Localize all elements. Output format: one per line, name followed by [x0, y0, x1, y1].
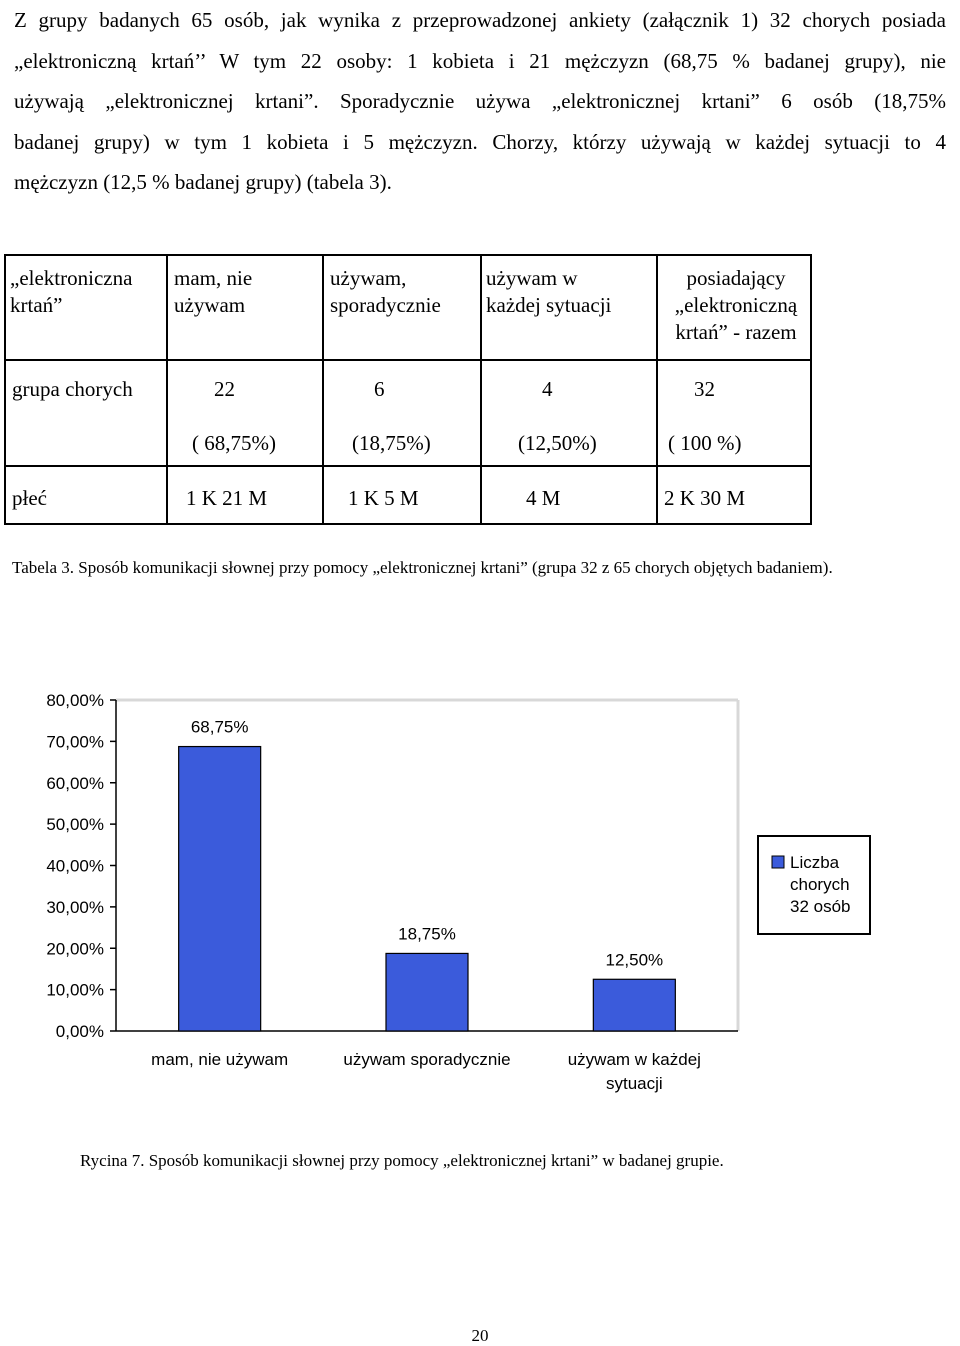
table-header-row — [5, 255, 811, 360]
intro-paragraph — [14, 0, 946, 203]
table-cell: 32 ( 100 %) — [657, 360, 811, 466]
y-tick-label: 50,00% — [46, 815, 104, 835]
x-category-label: sytuacji — [605, 1074, 663, 1093]
row-label: grupa chorych — [5, 360, 167, 466]
table-header-cell: mam, nie używam — [167, 255, 323, 360]
y-tick-label: 30,00% — [46, 897, 104, 917]
row-label: płeć — [5, 466, 167, 524]
legend-label: Liczba — [790, 853, 840, 872]
table-row-group — [5, 360, 811, 466]
table-cell: 22 ( 68,75%) — [167, 360, 323, 466]
results-table — [4, 254, 812, 525]
figure-caption: Rycina 7. Sposób komunikacji słownej przy pomocy „elektronicznej krtani” w badanej grupie. — [80, 1151, 724, 1170]
bar-value-label: 68,75% — [190, 717, 249, 737]
legend-label: chorych — [790, 875, 850, 894]
x-category-label: używam w każdej — [567, 1050, 701, 1069]
y-tick-label: 70,00% — [46, 732, 104, 752]
legend-label: 32 osób — [790, 897, 851, 916]
table-caption: Tabela 3. Sposób komunikacji słownej przy pomocy „elektronicznej krtani” (grupa 32 z 65 chorych objętych badaniem). — [12, 558, 833, 577]
paragraph-line: badanej grupy) w tym 1 kobieta i 5 mężczyzn. Chorzy, którzy używają w każdej sytuacji to 4 — [14, 129, 946, 154]
table-cell: 1 K 5 M — [323, 466, 481, 524]
y-tick-label: 0,00% — [55, 1022, 104, 1041]
bar-value-label: 18,75% — [398, 924, 456, 944]
bar — [179, 747, 261, 1031]
y-tick-label: 20,00% — [46, 939, 104, 959]
paragraph-line: „elektroniczną krtań’’ W tym 22 osoby: 1 kobieta i 21 mężczyzn (68,75 % badanej grupy), nie — [14, 48, 946, 73]
y-tick-label: 10,00% — [46, 980, 104, 1000]
y-tick-label: 80,00% — [46, 691, 104, 710]
table-cell: 4 M — [481, 466, 657, 524]
paragraph-line: używają „elektronicznej krtani”. Sporadycznie używa „elektronicznej krtani” 6 osób (18,75% — [14, 89, 946, 113]
legend-swatch — [772, 856, 784, 868]
table-row-sex — [5, 466, 811, 524]
paragraph-line: mężczyzn (12,5 % badanej grupy) (tabela 3). — [14, 170, 392, 194]
bar — [593, 979, 675, 1031]
bar-value-label: 12,50% — [605, 950, 664, 970]
page-number: 20 — [471, 1326, 489, 1345]
y-tick-label: 40,00% — [46, 856, 104, 876]
y-tick-label: 60,00% — [46, 773, 104, 793]
table-header-cell: „elektroniczna krtań” — [5, 255, 167, 360]
x-category-label: używam sporadycznie — [343, 1050, 511, 1069]
paragraph-line: Z grupy badanych 65 osób, jak wynika z przeprowadzonej ankiety (załącznik 1) 32 chorych posiada — [14, 8, 946, 32]
table-cell: 4 (12,50%) — [481, 360, 657, 466]
table-header-cell: posiadający „elektroniczną krtań” - razem — [657, 255, 811, 360]
table-cell: 2 K 30 M — [657, 466, 811, 524]
table-cell: 6 (18,75%) — [323, 360, 481, 466]
table-header-cell: używam, sporadycznie — [323, 255, 481, 360]
table-cell: 1 K 21 M — [167, 466, 323, 524]
bar — [386, 953, 468, 1031]
table-header-cell: używam w każdej sytuacji — [481, 255, 657, 360]
bar-chart — [0, 680, 960, 1120]
x-category-label: mam, nie używam — [151, 1050, 289, 1069]
